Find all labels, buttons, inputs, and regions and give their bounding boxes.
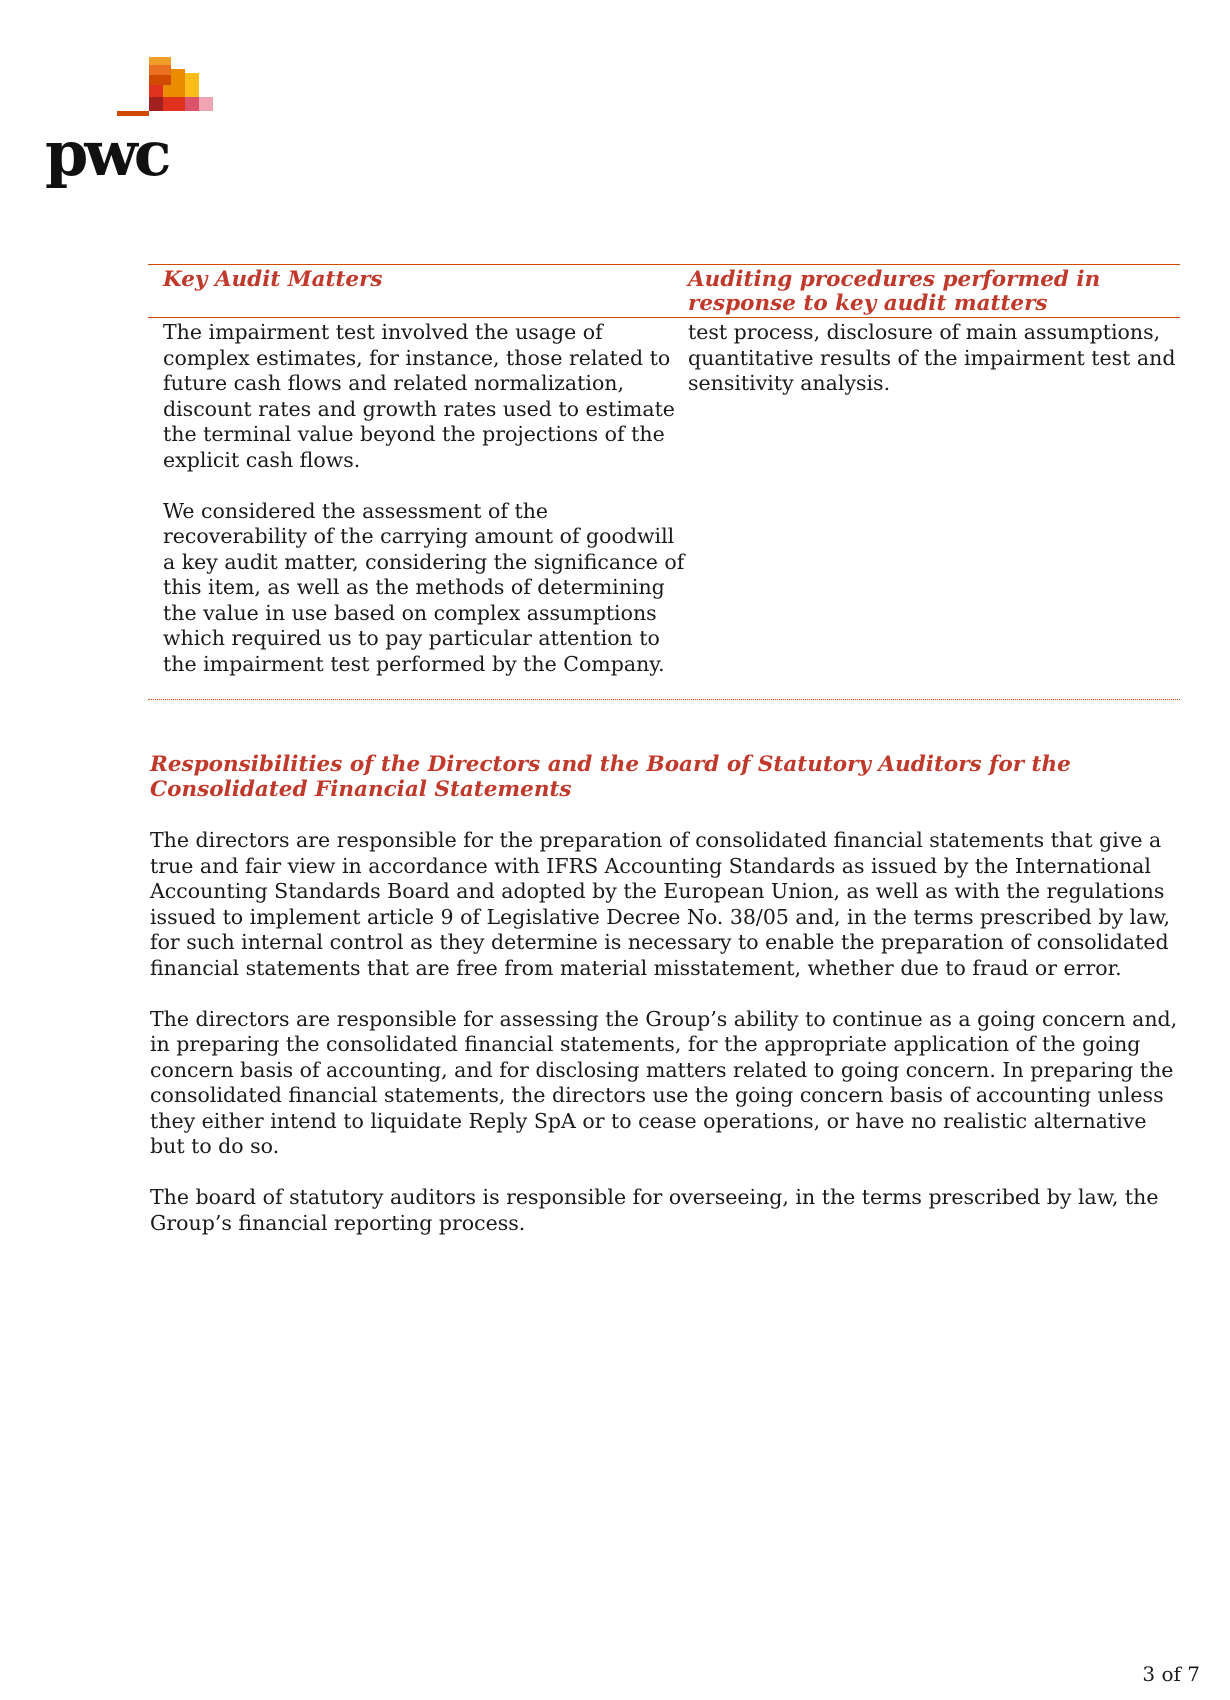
kam-paragraph: The impairment test involved the usage of complex estimates, for instance, those related to future cash flows and related normalization, discount rates and growth rates used to estimate the terminal value beyond the projections of the explicit cash flows. — [163, 320, 675, 472]
page-number: 3 of 7 — [1142, 1662, 1200, 1686]
pwc-logo-text: pwc — [45, 117, 168, 190]
pwc-logo — [45, 55, 215, 190]
header-auditing-procedures: Auditing procedures performed in response to key audit matters — [688, 267, 1101, 316]
section-paragraph: The directors are responsible for assessing the Group’s ability to continue as a going concern and, in preparing the consolidated financial statements, for the appropriate application of the going concern basis of accounting, and for disclosing matters related to going concern. In preparing the consolidated financial statements, the directors use the going concern basis of accounting unless they either intend to liquidate Reply SpA or to cease operations, or have no realistic alternative but to do so. — [150, 1006, 1178, 1158]
table-bottom-dotted-rule — [148, 699, 1180, 700]
auditing-procedures-cell — [688, 318, 1180, 699]
procedures-paragraph: test process, disclosure of main assumptions, quantitative results of the impairment test and sensitivity analysis. — [688, 320, 1176, 395]
key-audit-matters-cell — [148, 318, 688, 699]
section-paragraph: The board of statutory auditors is responsible for overseeing, in the terms prescribed by law, the Group’s financial reporting process. — [150, 1185, 1159, 1235]
responsibilities-section — [150, 752, 1185, 1262]
header-key-audit-matters: Key Audit Matters — [163, 267, 383, 292]
section-paragraph: The directors are responsible for the preparation of consolidated financial statements that give a true and fair view in accordance with IFRS Accounting Standards as issued by the International Accounting Standards Board and adopted by the European Union, as well as with the regulations issued to implement article 9 of Legislative Decree No. 38/05 and, in the terms prescribed by law, for such internal control as they determine is necessary to enable the preparation of consolidated financial statements that are free from material misstatement, whether due to fraud or error. — [150, 828, 1170, 980]
key-audit-matters-table — [148, 264, 1180, 700]
kam-paragraph: We considered the assessment of the recoverability of the carrying amount of goodwill a key audit matter, considering the significance of this item, as well as the methods of determining the value in use based on complex assumptions which required us to pay particular attention to the impairment test performed by the Company. — [163, 498, 685, 676]
table-header-row — [148, 265, 1180, 318]
table-body-row — [148, 318, 1180, 699]
pwc-logo-blocks-icon — [45, 55, 215, 125]
section-title: Responsibilities of the Directors and the Board of Statutory Auditors for the Consolidated Financial Statements — [150, 752, 1071, 802]
